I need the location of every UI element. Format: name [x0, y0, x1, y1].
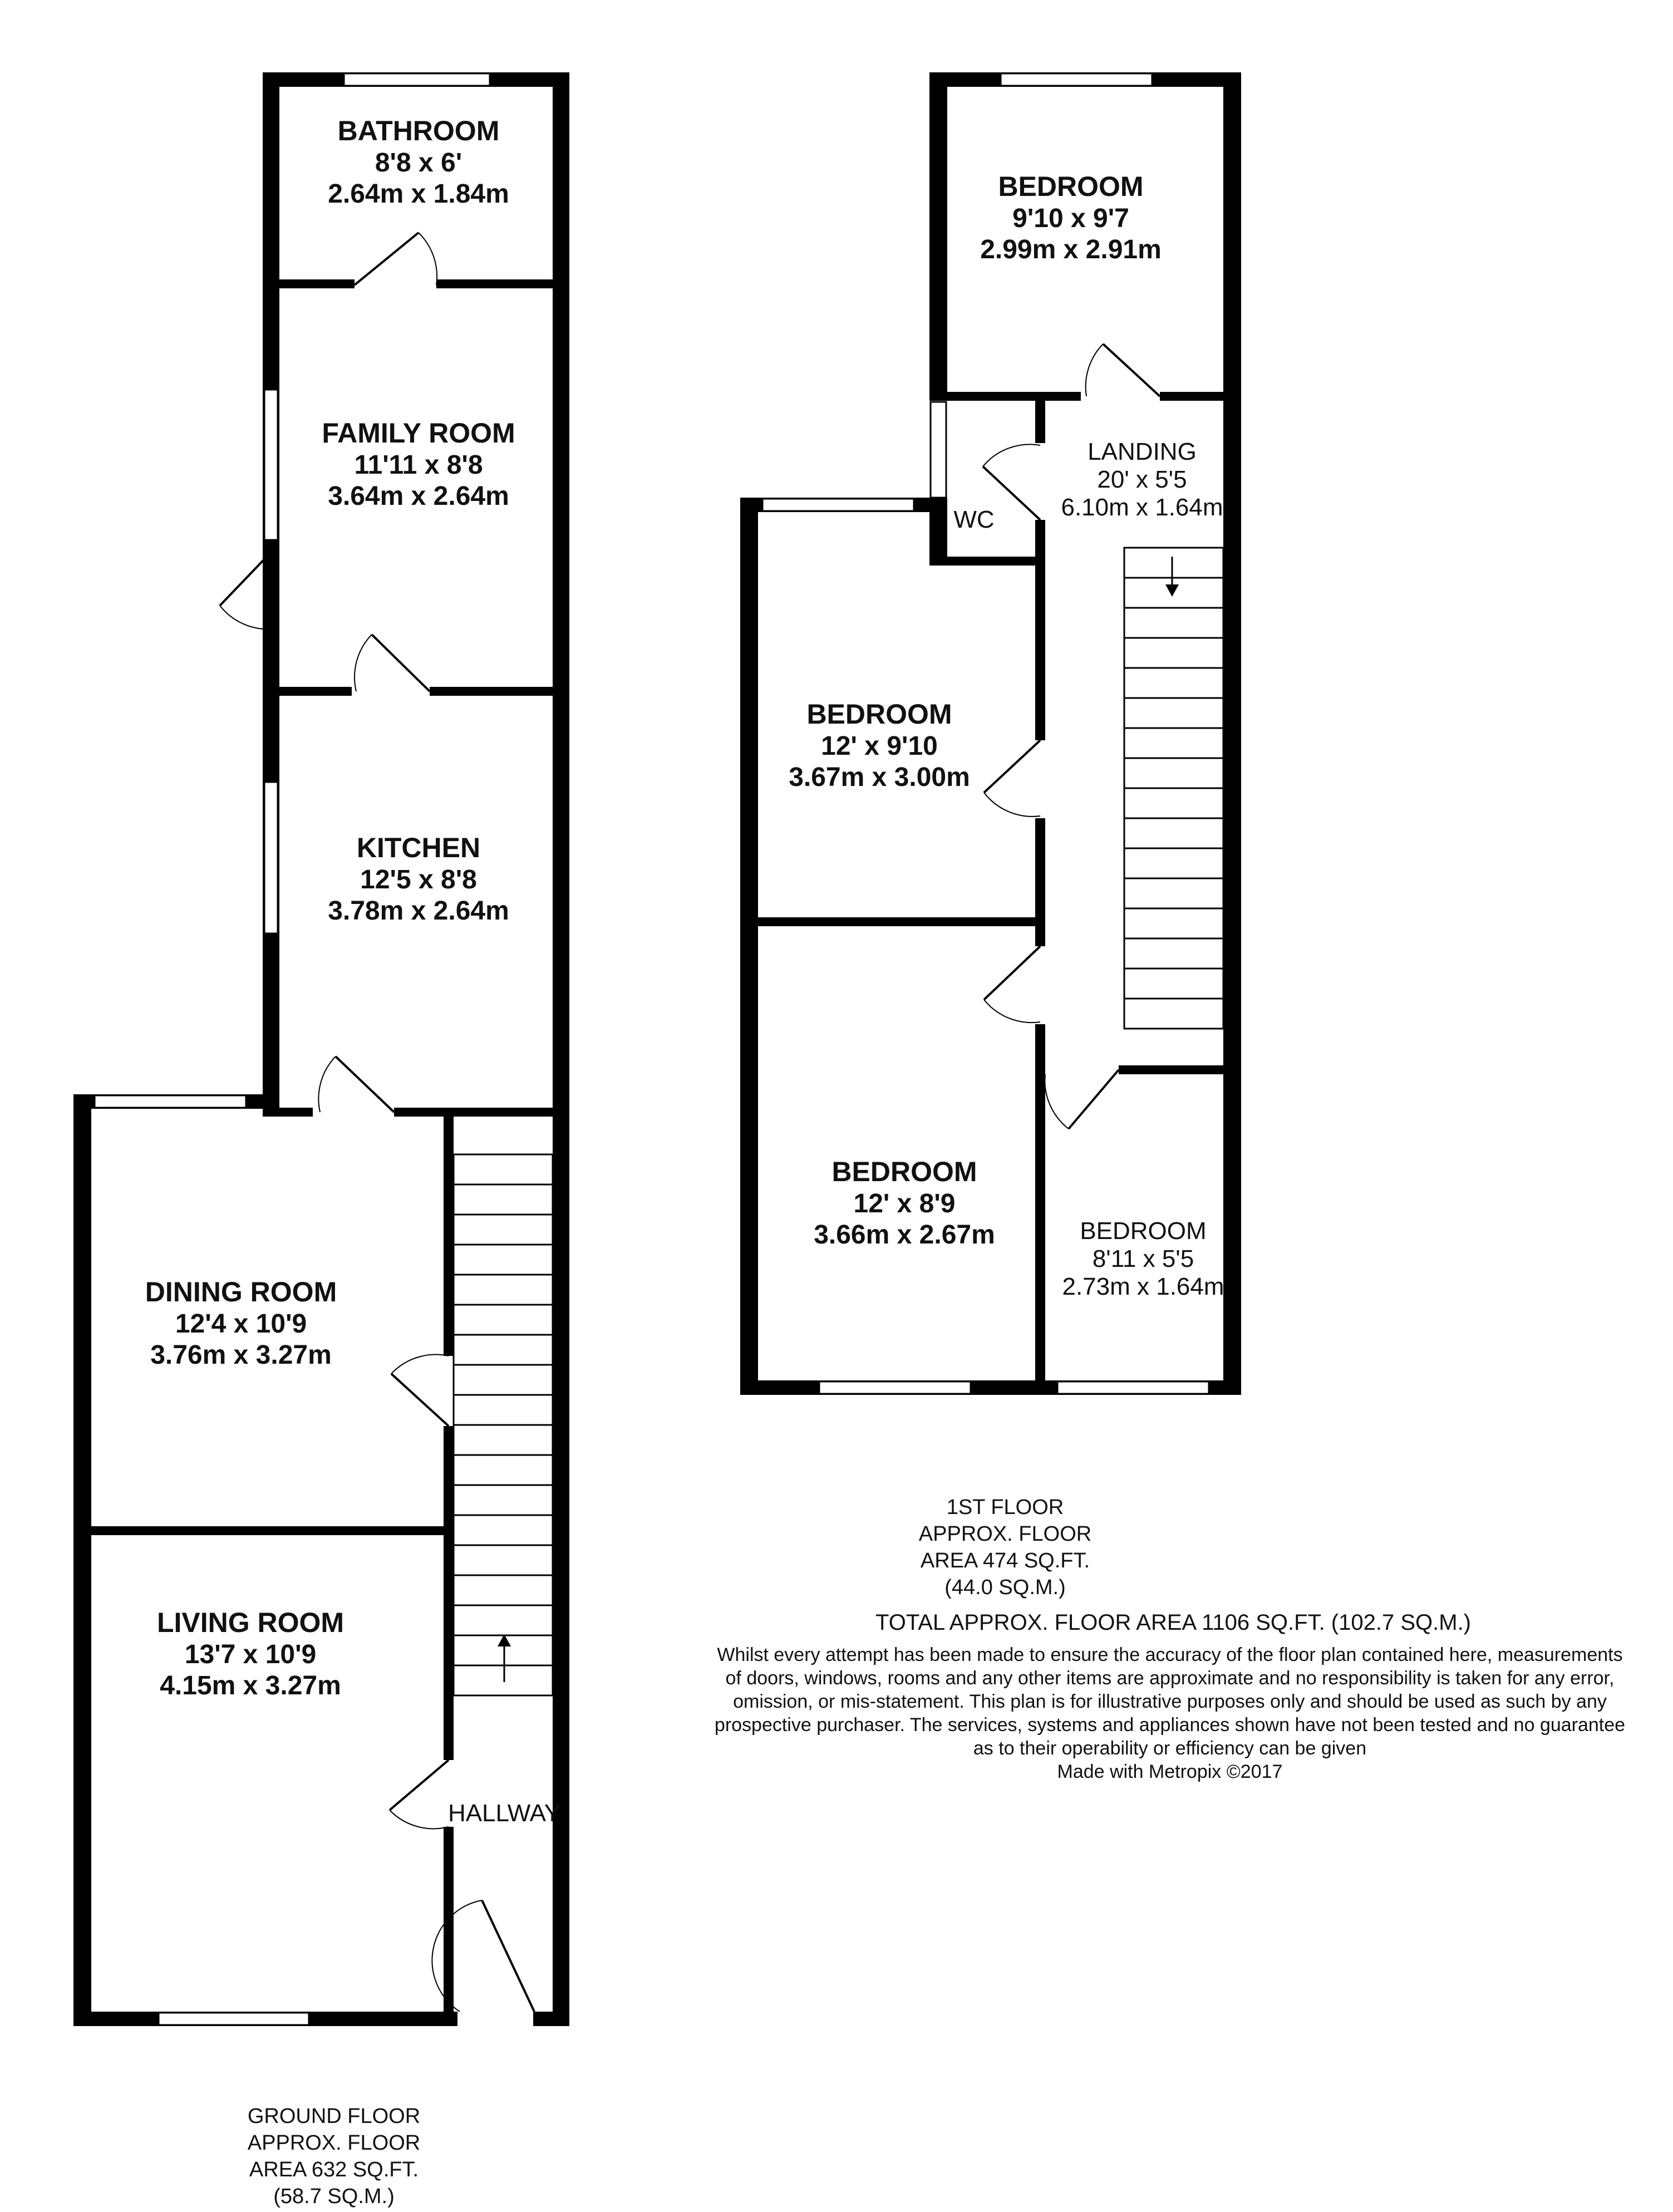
- stair-tread: [1124, 908, 1223, 938]
- room-dim-metric-dining-room: 3.76m x 3.27m: [150, 1340, 332, 1370]
- stair-tread: [454, 1305, 553, 1335]
- stair-tread: [454, 1485, 553, 1515]
- wall: [553, 72, 569, 2026]
- disclaimer-line: of doors, windows, rooms and any other items are approximate and no responsibility is taken for any error,: [725, 1668, 1615, 1689]
- stair-tread: [1124, 818, 1223, 848]
- stair-tread: [1124, 878, 1223, 908]
- door: [355, 635, 430, 691]
- stair-tread: [1124, 969, 1223, 999]
- room-name-bedroom-2: BEDROOM: [806, 699, 952, 730]
- wall: [938, 392, 1081, 401]
- room-name-bedroom-3: BEDROOM: [831, 1156, 977, 1187]
- window: [931, 402, 946, 498]
- room-name-hallway: HALLWAY: [447, 1800, 561, 1827]
- summary-line: 1ST FLOOR: [946, 1496, 1064, 1519]
- disclaimer-line: omission, or mis-statement. This plan is for illustrative purposes only and should be used as such by any: [733, 1691, 1607, 1712]
- summary-line: GROUND FLOOR: [247, 2105, 421, 2128]
- wall: [929, 72, 947, 401]
- disclaimer: [715, 1644, 1625, 1759]
- door: [984, 740, 1040, 817]
- stair-tread: [454, 1545, 553, 1575]
- wall: [1035, 1024, 1045, 1394]
- room-dim-imperial-landing: 20' x 5'5: [1097, 466, 1187, 493]
- wall: [436, 279, 569, 288]
- stair-tread: [454, 1425, 553, 1455]
- window: [762, 499, 914, 511]
- stair-tread: [1124, 938, 1223, 969]
- credit: Made with Metropix ©2017: [1057, 1761, 1283, 1782]
- wall: [444, 1827, 454, 2026]
- door: [390, 1760, 449, 1828]
- wall: [263, 1108, 313, 1117]
- disclaimer-line: Whilst every attempt has been made to ensure the accuracy of the floor plan contained here, measurements: [717, 1644, 1623, 1665]
- room-name-bathroom: BATHROOM: [337, 115, 500, 146]
- room-dim-imperial-kitchen: 12'5 x 8'8: [360, 865, 477, 894]
- window: [1001, 73, 1152, 86]
- disclaimer-line: as to their operability or efficiency can be given: [973, 1738, 1367, 1759]
- window: [159, 2013, 309, 2025]
- stair-tread: [1124, 698, 1223, 728]
- room-name-landing: LANDING: [1088, 438, 1197, 465]
- wall: [444, 1117, 454, 1356]
- stair-tread: [1124, 848, 1223, 878]
- window: [1057, 1382, 1209, 1394]
- room-name-living-room: LIVING ROOM: [156, 1607, 345, 1638]
- door: [355, 233, 437, 285]
- room-dim-imperial-bathroom: 8'8 x 6': [375, 148, 462, 178]
- staircase: [454, 1154, 553, 1695]
- wall: [1035, 818, 1045, 946]
- summary-line: (58.7 SQ.M.): [273, 2185, 395, 2208]
- room-dim-imperial-bedroom-4: 8'11 x 5'5: [1092, 1245, 1194, 1272]
- wall: [263, 279, 355, 288]
- room-dim-metric-bedroom-3: 3.66m x 2.67m: [814, 1220, 995, 1250]
- wall: [1035, 401, 1045, 443]
- stair-tread: [454, 1335, 553, 1365]
- room-name-kitchen: KITCHEN: [356, 832, 481, 863]
- room-dim-metric-living-room: 4.15m x 3.27m: [160, 1671, 341, 1700]
- wall: [938, 557, 1045, 566]
- stair-tread: [454, 1275, 553, 1305]
- door: [1045, 1070, 1119, 1129]
- stair-tread: [1124, 638, 1223, 668]
- stair-tread: [1124, 668, 1223, 698]
- stair-tread: [1124, 548, 1223, 578]
- stair-tread: [454, 1154, 553, 1184]
- stair-tread: [454, 1215, 553, 1245]
- wall: [394, 1108, 569, 1117]
- stair-tread: [454, 1245, 553, 1275]
- stair-tread: [1124, 758, 1223, 788]
- room-dim-metric-kitchen: 3.78m x 2.64m: [328, 896, 509, 926]
- room-dim-imperial-living-room: 13'7 x 10'9: [184, 1640, 317, 1669]
- summary-line: AREA 474 SQ.FT.: [920, 1549, 1090, 1572]
- window: [819, 1382, 971, 1394]
- room-dim-imperial-family-room: 11'11 x 8'8: [354, 450, 483, 480]
- room-name-dining-room: DINING ROOM: [145, 1276, 337, 1307]
- disclaimer-line: prospective purchaser. The services, systems and appliances shown have not been tested and no guarantee: [714, 1714, 1626, 1736]
- stair-tread: [454, 1605, 553, 1635]
- summary-line: APPROX. FLOOR: [918, 1522, 1092, 1546]
- room-dim-imperial-bedroom-3: 12' x 8'9: [853, 1189, 956, 1218]
- total-floor-area: TOTAL APPROX. FLOOR AREA 1106 SQ.FT. (102.7 SQ.M.): [875, 1610, 1471, 1635]
- stair-tread: [454, 1575, 553, 1605]
- door: [984, 946, 1040, 1023]
- first-floor-area-summary: [919, 1496, 1091, 1599]
- wall: [263, 687, 352, 696]
- wall: [1119, 1065, 1241, 1074]
- wall: [73, 1094, 91, 2026]
- room-dim-metric-family-room: 3.64m x 2.64m: [328, 481, 509, 511]
- room-name-family-room: FAMILY ROOM: [322, 417, 515, 449]
- stair-tread: [1124, 999, 1223, 1029]
- room-name-bedroom-4: BEDROOM: [1080, 1217, 1207, 1245]
- stair-tread: [1124, 728, 1223, 758]
- room-name-wc: WC: [953, 506, 995, 533]
- room-dim-imperial-bedroom-2: 12' x 9'10: [821, 731, 938, 761]
- stair-tread: [454, 1395, 553, 1425]
- ground-floor: [73, 72, 569, 2026]
- wall: [749, 917, 1045, 926]
- stair-tread: [454, 1184, 553, 1215]
- stair-tread: [454, 1365, 553, 1395]
- wall: [1160, 392, 1241, 401]
- stair-tread: [454, 1455, 553, 1485]
- first-floor: [740, 72, 1241, 1395]
- room-dim-imperial-bedroom-1: 9'10 x 9'7: [1012, 204, 1129, 233]
- room-name-bedroom-1: BEDROOM: [998, 171, 1144, 202]
- room-dim-metric-bedroom-1: 2.99m x 2.91m: [980, 235, 1162, 264]
- door: [391, 1355, 449, 1426]
- door: [318, 1056, 394, 1112]
- room-dim-metric-bedroom-4: 2.73m x 1.64m: [1062, 1273, 1224, 1300]
- staircase: [1124, 548, 1223, 1029]
- stair-tread: [454, 1515, 553, 1545]
- stair-tread: [1124, 608, 1223, 638]
- wall: [430, 687, 569, 696]
- stair-tread: [454, 1665, 553, 1695]
- wall: [444, 1426, 454, 1760]
- wall: [1223, 72, 1241, 1394]
- wall: [929, 498, 947, 566]
- room-dim-metric-bathroom: 2.64m x 1.84m: [328, 179, 509, 209]
- door: [1086, 344, 1160, 396]
- summary-line: AREA 632 SQ.FT.: [249, 2158, 419, 2181]
- window: [95, 1095, 246, 1108]
- room-dim-metric-bedroom-2: 3.67m x 3.00m: [789, 763, 970, 792]
- window: [264, 390, 278, 540]
- wall: [1035, 520, 1045, 740]
- room-dim-imperial-dining-room: 12'4 x 10'9: [175, 1309, 307, 1339]
- wall: [263, 72, 279, 1108]
- wall: [73, 1526, 452, 1535]
- wall: [533, 2012, 569, 2026]
- stair-tread: [1124, 788, 1223, 818]
- room-dim-metric-landing: 6.10m x 1.64m: [1061, 494, 1223, 521]
- ground-floor-area-summary: [248, 2105, 420, 2208]
- window: [264, 782, 278, 933]
- window: [344, 73, 490, 86]
- wall: [740, 498, 758, 1394]
- summary-line: (44.0 SQ.M.): [944, 1576, 1066, 1599]
- summary-line: APPROX. FLOOR: [247, 2131, 421, 2155]
